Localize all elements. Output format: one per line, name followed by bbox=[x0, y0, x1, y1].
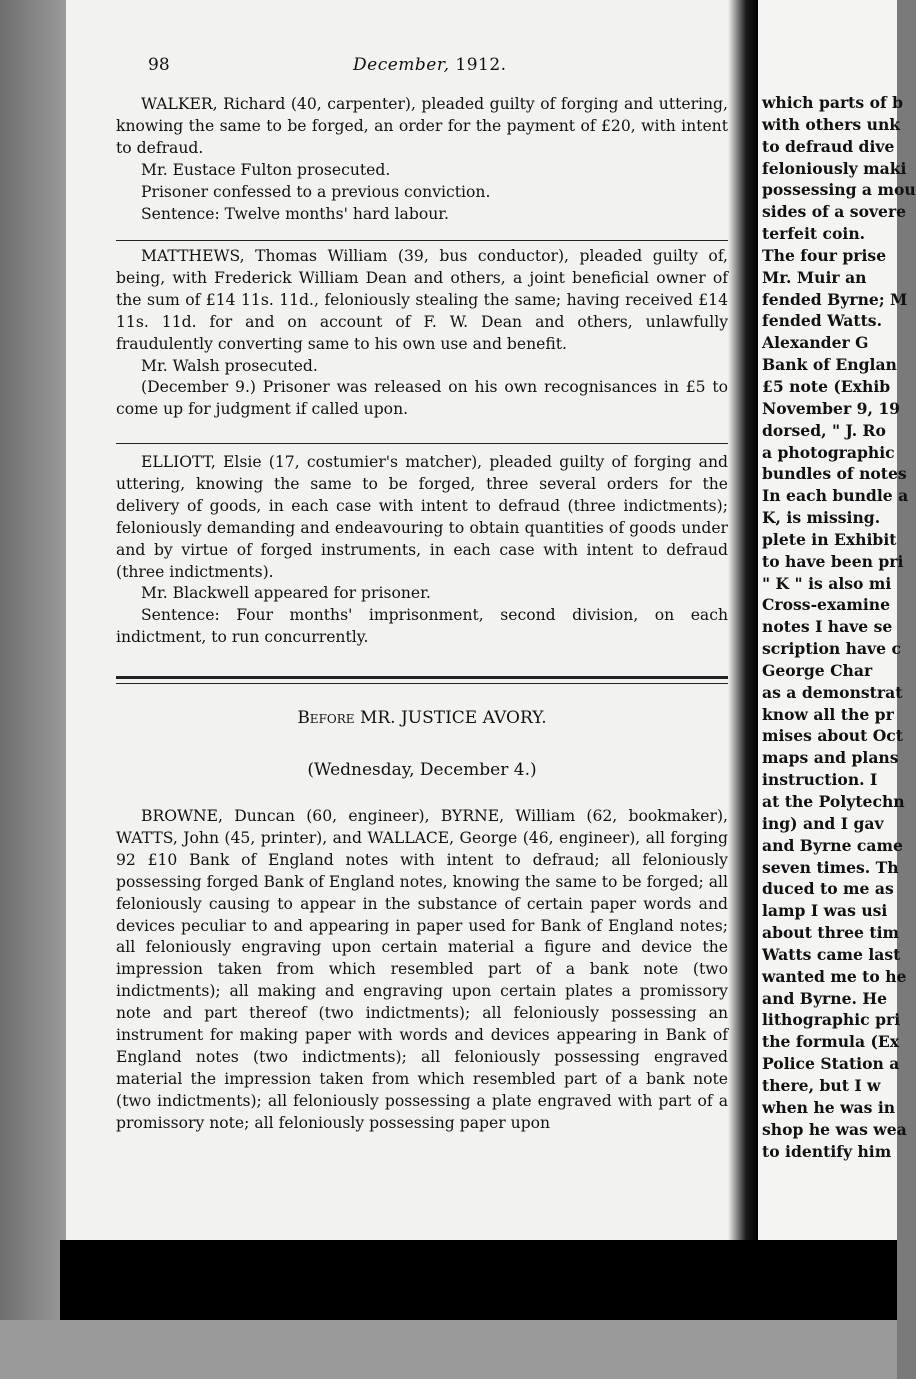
right-page-line: lithographic pri bbox=[762, 1010, 901, 1030]
right-page-line: ing) and I gav bbox=[762, 813, 884, 833]
case-paragraph: ELLIOTT, Elsie (17, costumier's matcher), pleaded guilty of forging and uttering, knowing the same to be forged, three several orders for the delivery of goods, in each case with intent to defraud (three indictments); feloniously demanding and endeavouring to obtain quantities of goods under and by virtue of forged instruments, in each case with intent to defraud (three indictments). bbox=[116, 453, 728, 581]
right-page-line: the formula (Ex bbox=[762, 1032, 900, 1052]
left-gutter bbox=[0, 0, 66, 1379]
right-page-line: when he was in bbox=[762, 1097, 896, 1117]
right-page-line: possessing a mou bbox=[762, 180, 916, 200]
right-page-line: November 9, 19 bbox=[762, 398, 901, 418]
right-page-line: as a demonstrat bbox=[762, 682, 903, 702]
right-page-line: sides of a sovere bbox=[762, 202, 907, 222]
case-elliott bbox=[116, 452, 728, 649]
case-paragraph: Mr. Walsh prosecuted. bbox=[141, 356, 318, 375]
right-page-line: Cross-examine bbox=[762, 595, 891, 615]
right-page-line: duced to me as bbox=[762, 879, 894, 899]
right-page-line: scription have c bbox=[762, 639, 901, 659]
case-paragraph: Mr. Eustace Fulton prosecuted. bbox=[141, 160, 391, 179]
case-paragraph: BROWNE, Duncan (60, engineer), BYRNE, William (62, bookmaker), WATTS, John (45, printer), and WALLACE, George (46, engineer), all forging 92 £10 Bank of England notes with intent to defraud; all feloniously possessing forged Bank of England notes, knowing the same to be forged; all feloniously causing to appear in the substance of certain paper words and devices peculiar to and appearing in paper used for Bank of England notes; all feloniously engraving upon certain material a figure and device the impression taken from which resembled part of a bank note (two indictments); all making and engraving upon certain plates a promissory note and part thereof (two indictments); all feloniously possessing an instrument for making paper with words and devices appearing in Bank of England notes (two indictments); all feloniously possessing engraved material the impression taken from which resembled part of a bank note (two indictments); all feloniously possessing a plate engraved with part of a promissory note; all feloniously possessing paper upon bbox=[116, 807, 728, 1132]
right-page-line: a photographic bbox=[762, 442, 895, 462]
right-page-line: to defraud dive bbox=[762, 136, 895, 156]
right-page-line: lamp I was usi bbox=[762, 901, 888, 921]
right-page-line: and Byrne came bbox=[762, 835, 903, 855]
right-page-line: notes I have se bbox=[762, 617, 893, 637]
right-page-line: with others unk bbox=[762, 114, 901, 134]
case-paragraph: Sentence: Twelve months' hard labour. bbox=[141, 204, 449, 223]
right-page-line: fended Byrne; M bbox=[762, 289, 908, 309]
right-page-column bbox=[762, 92, 916, 1162]
right-page-line: plete in Exhibit bbox=[762, 529, 897, 549]
right-page-line: to have been pri bbox=[762, 551, 904, 571]
case-divider bbox=[116, 240, 728, 241]
bottom-scan-strip bbox=[0, 1320, 897, 1379]
right-page-line: mises about Oct bbox=[762, 726, 903, 746]
case-divider bbox=[116, 443, 728, 444]
right-page-line: K, is missing. bbox=[762, 508, 881, 528]
right-page-line: maps and plans bbox=[762, 748, 899, 768]
right-page-line: bundles of notes bbox=[762, 464, 907, 484]
case-paragraph: MATTHEWS, Thomas William (39, bus conductor), pleaded guilty of, being, with Frederick William Dean and others, a joint beneficial owner of the sum of £14 11s. 11d., feloniously stealing the same; having received £14 11s. 11d. for and on account of F. W. Dean and others, unlawfully fraudulently converting same to his own use and benefit. bbox=[116, 247, 728, 353]
case-walker bbox=[116, 94, 728, 225]
case-browne bbox=[116, 806, 728, 1135]
right-page-line: know all the pr bbox=[762, 704, 894, 724]
case-matthews bbox=[116, 246, 728, 421]
book-fold bbox=[728, 0, 758, 1260]
page-number: 98 bbox=[148, 55, 170, 75]
right-page-line: Alexander G bbox=[762, 333, 869, 353]
right-page-line: terfeit coin. bbox=[762, 224, 866, 244]
right-page-line: Bank of Englan bbox=[762, 355, 897, 375]
section-date: (Wednesday, December 4.) bbox=[307, 760, 537, 780]
right-page-line: The four prise bbox=[762, 245, 887, 265]
right-page-line: at the Polytechn bbox=[762, 792, 905, 811]
case-paragraph: Mr. Blackwell appeared for prisoner. bbox=[141, 584, 431, 603]
section-judge: MR. JUSTICE AVORY. bbox=[359, 708, 547, 728]
case-paragraph: Sentence: Four months' imprisonment, second division, on each indictment, to run concurrently. bbox=[116, 606, 728, 647]
date-month: December, bbox=[353, 55, 450, 75]
right-page-line: In each bundle a bbox=[762, 486, 909, 506]
right-page-line: Police Station a bbox=[762, 1054, 900, 1074]
right-page-line: Mr. Muir an bbox=[762, 267, 867, 287]
right-page-line: Watts came last bbox=[762, 944, 901, 964]
right-page-line: and Byrne. He bbox=[762, 988, 888, 1008]
right-page-line: dorsed, " J. Ro bbox=[762, 420, 886, 440]
right-page-line: wanted me to he bbox=[762, 966, 907, 986]
section-before: Before bbox=[297, 708, 355, 728]
right-page-line: " K " is also mi bbox=[762, 573, 892, 593]
right-page-line: instruction. I bbox=[762, 770, 878, 790]
right-page-line: fended Watts. bbox=[762, 311, 882, 331]
date-year: 1912. bbox=[455, 55, 507, 75]
right-page-line: which parts of b bbox=[762, 93, 904, 112]
case-paragraph: Prisoner confessed to a previous conviction. bbox=[141, 182, 491, 201]
right-page-line: shop he was wea bbox=[762, 1119, 907, 1139]
right-page-line: about three tim bbox=[762, 923, 900, 943]
right-page-line: seven times. Th bbox=[762, 857, 899, 877]
case-paragraph: WALKER, Richard (40, carpenter), pleaded guilty of forging and uttering, knowing the same to be forged, an order for the payment of £20, with intent to defraud. bbox=[116, 95, 728, 157]
right-page-line: £5 note (Exhib bbox=[762, 376, 891, 396]
section-double-rule-bottom bbox=[116, 683, 728, 684]
section-double-rule-top bbox=[116, 676, 728, 679]
section-heading bbox=[116, 708, 728, 728]
bottom-shadow-band bbox=[60, 1240, 897, 1320]
right-page-line: to identify him bbox=[762, 1141, 892, 1161]
case-paragraph: (December 9.) Prisoner was released on his own recognisances in £5 to come up for judgment if called upon. bbox=[116, 378, 728, 419]
page-date bbox=[353, 55, 507, 75]
right-page-line: there, but I w bbox=[762, 1075, 881, 1095]
right-page-line: feloniously maki bbox=[762, 158, 907, 178]
right-page-line: George Char bbox=[762, 660, 873, 680]
